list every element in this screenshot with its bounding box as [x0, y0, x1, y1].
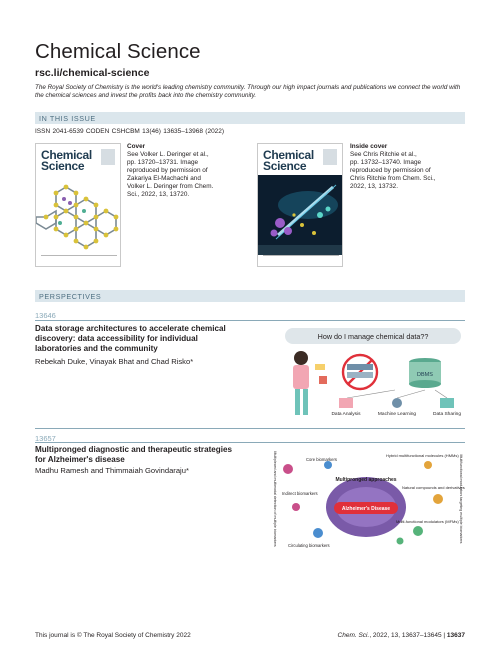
inside-cover-footer	[263, 255, 339, 261]
front-cover-caption	[127, 143, 217, 199]
inside-cover-caption-line: pp. 13732–13740. Image	[350, 159, 422, 166]
graphic-core-label: Alzheimer's Disease	[341, 506, 391, 512]
graphic-node-natural: Natural compounds and derivatives	[402, 485, 465, 490]
article-authors: Rebekah Duke, Vinayak Bhat and Chad Risko*	[35, 357, 194, 366]
inside-cover-caption-line: 2022, 13, 13732.	[350, 183, 398, 190]
front-cover-caption-line: reproduced by permission of	[127, 167, 208, 174]
article-title-line: for Alzheimer's disease	[35, 455, 125, 464]
article-title-line: laboratories and the community	[35, 344, 158, 353]
front-cover-image[interactable]	[35, 143, 121, 267]
graphic-node-mfm: Multi-functional modulators (MFMs)	[396, 519, 459, 524]
article-page-number: 13657	[35, 434, 56, 443]
footer-journal: Chem. Sci.	[337, 632, 370, 639]
graphic-node-indirect: Indirect biomarkers	[282, 491, 318, 496]
perspectives-heading: PERSPECTIVES	[39, 292, 102, 301]
graphene-lattice-illustration	[36, 175, 121, 255]
inside-cover-title-line1: Chemical	[263, 148, 314, 162]
inside-cover-badge	[323, 149, 337, 165]
inside-cover-title	[263, 150, 314, 172]
alzheimers-strategies-graphic	[268, 447, 466, 552]
article-page-number: 13646	[35, 311, 56, 320]
footer-page-number: 13637	[446, 632, 465, 639]
inside-cover-image[interactable]	[257, 143, 343, 267]
article-title[interactable]	[35, 445, 255, 465]
article-authors: Madhu Ramesh and Thimmaiah Govindaraju*	[35, 466, 189, 475]
graphic-label-analysis: Data Analysis	[331, 412, 361, 417]
journal-title: Chemical Science	[35, 40, 201, 63]
molecular-cluster-illustration	[258, 175, 343, 255]
inside-cover-caption-line: Chris Ritchie from Chem. Sci.,	[350, 175, 436, 182]
inside-cover-caption-line: reproduced by permission of	[350, 167, 431, 174]
article-title[interactable]	[35, 324, 255, 354]
article-title-line: discovery: data accessibility for individual	[35, 334, 198, 343]
perspectives-bar	[35, 290, 465, 302]
in-this-issue-bar	[35, 112, 465, 124]
inside-cover-caption-line: See Chris Ritchie et al.,	[350, 151, 417, 158]
front-cover-caption-line: Zakariya El-Machachi and	[127, 175, 201, 182]
front-cover-label: Cover	[127, 143, 146, 150]
graphic-question: How do I manage chemical data??	[317, 332, 429, 341]
inside-cover-title-line2: Science	[263, 159, 307, 173]
front-cover-caption-line: Sci., 2022, 13, 13720.	[127, 191, 190, 198]
article-title-line: Multipronged diagnostic and therapeutic strategies	[35, 445, 232, 454]
dbms-label: DBMS	[417, 372, 433, 378]
graphic-node-hmm: Hybrid multifunctional molecules (HMMs)	[386, 453, 459, 458]
issn-line: ISSN 2041-6539 CODEN CSHCBM 13(46) 13635–13968 (2022)	[35, 128, 225, 135]
in-this-issue-heading: IN THIS ISSUE	[39, 114, 96, 123]
graphic-label-sharing: Data Sharing	[433, 412, 461, 417]
journal-url[interactable]: rsc.li/chemical-science	[35, 67, 150, 79]
article-title-line: Data storage architectures to accelerate chemical	[35, 324, 226, 333]
journal-blurb: The Royal Society of Chemistry is the world's leading chemistry community. Through our high impact journals and publications we connect the world with the chemical sciences and invest the profits back into the chemistry community.	[35, 84, 461, 99]
data-management-graphic	[275, 324, 465, 424]
article-divider	[35, 442, 465, 443]
front-cover-title-line1: Chemical	[41, 148, 92, 162]
front-cover-caption-line: pp. 13720–13731. Image	[127, 159, 199, 166]
footer-copyright: This journal is © The Royal Society of Chemistry 2022	[35, 632, 191, 639]
article-divider	[35, 320, 465, 321]
article-divider	[35, 428, 465, 429]
front-cover-title	[41, 150, 92, 172]
graphic-label-ml: Machine Learning	[377, 412, 417, 417]
front-cover-badge	[101, 149, 115, 165]
graphic-left-side-label: Multiplexed and multimodal detection of multiple biomarkers	[273, 451, 277, 547]
front-cover-caption-line: See Volker L. Deringer et al.,	[127, 151, 209, 158]
inside-cover-label: Inside cover	[350, 143, 388, 150]
front-cover-footer	[41, 255, 117, 261]
front-cover-caption-line: Volker L. Deringer from Chem.	[127, 183, 214, 190]
inside-cover-caption	[350, 143, 440, 191]
footer-volume: , 2022, 13, 13637–13645 |	[369, 632, 446, 639]
graphic-node-core: Core biomarkers	[306, 457, 337, 462]
graphic-right-side-label: Multifunctional modulators targeting multiple biomarkers	[459, 454, 463, 544]
graphic-node-circulating: Circulating biomarkers	[288, 543, 330, 548]
front-cover-title-line2: Science	[41, 159, 85, 173]
footer-citation	[338, 632, 465, 639]
graphic-center-label: Multipronged approaches	[335, 477, 397, 483]
